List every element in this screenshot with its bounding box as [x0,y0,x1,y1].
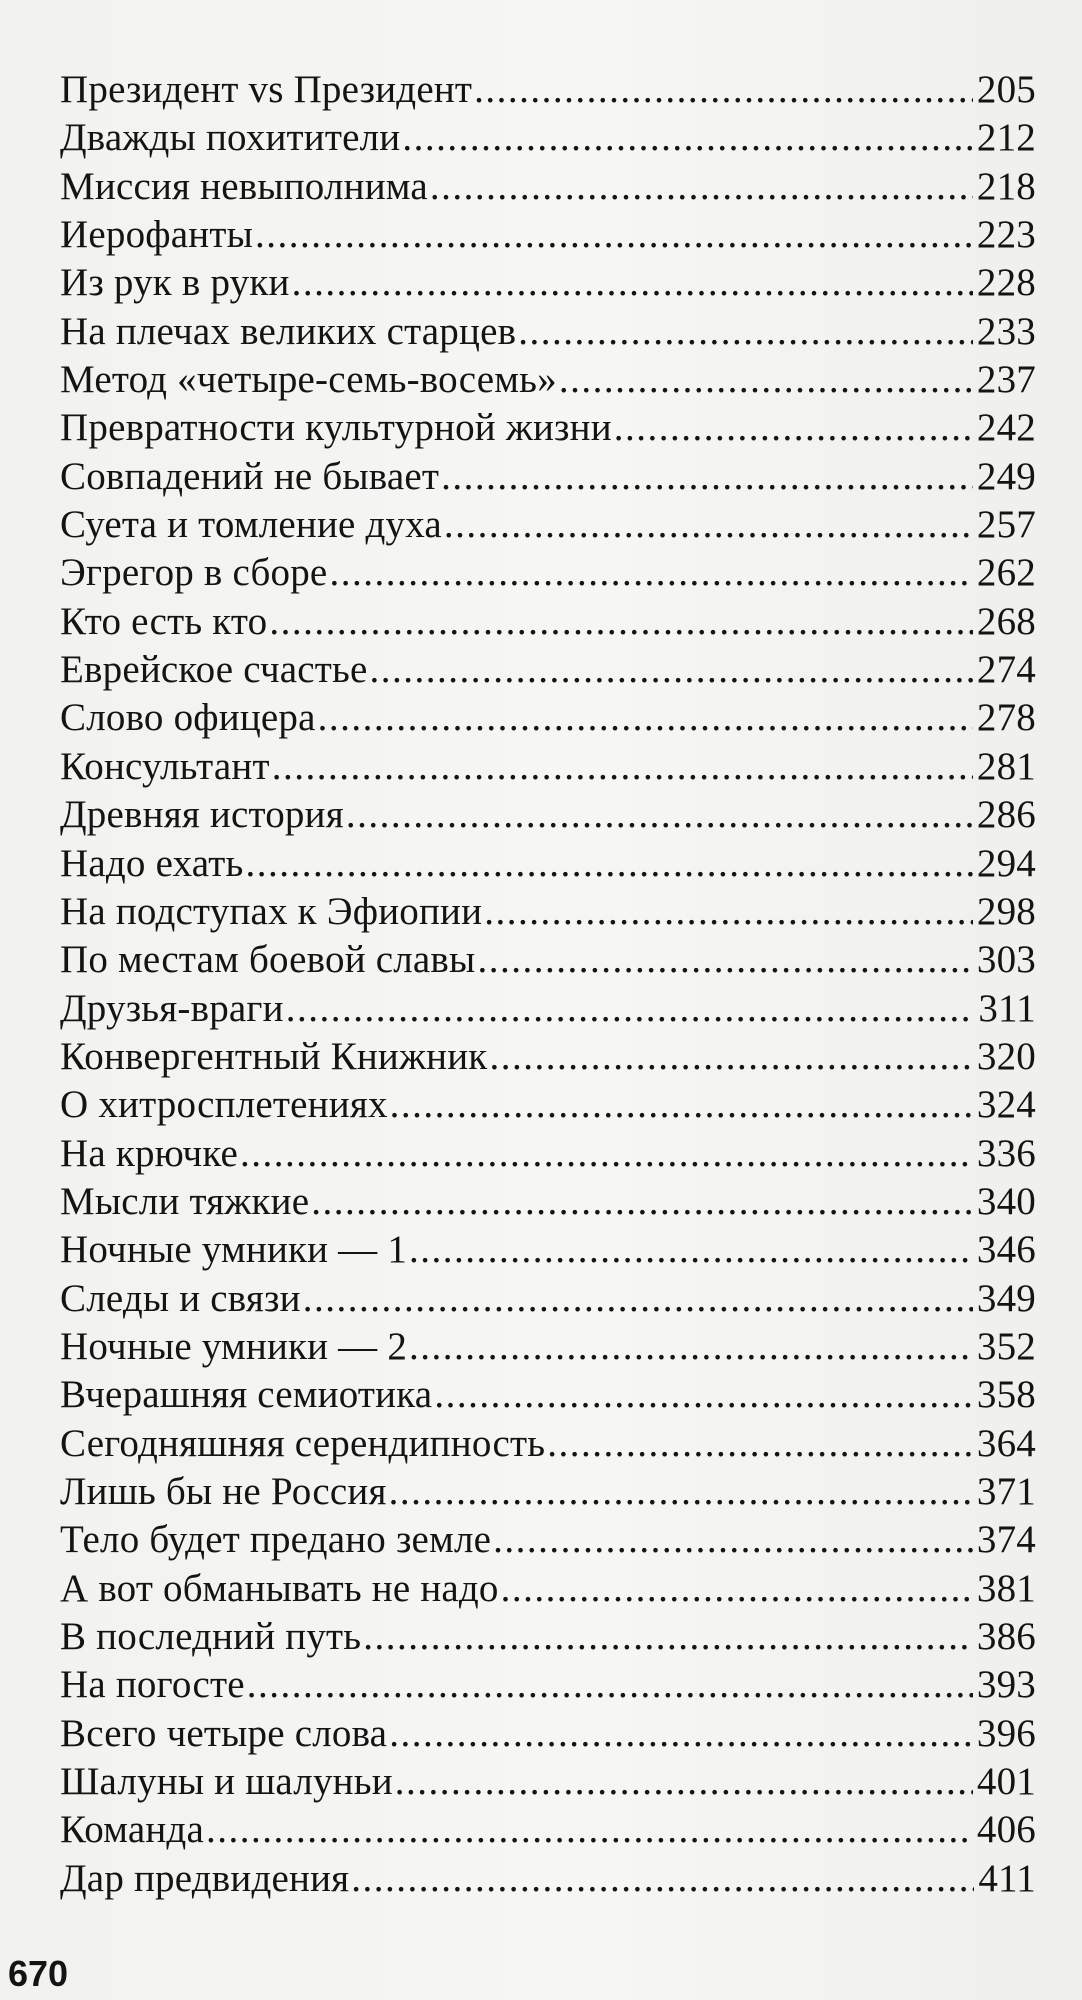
toc-entry-page: 228 [976,261,1036,305]
toc-entry-page: 237 [976,358,1036,402]
dot-leader [409,1323,973,1371]
toc-entry-title: Дважды похитители [60,116,401,160]
dot-leader [559,356,973,404]
toc-entry-title: Иерофанты [60,213,253,257]
toc-entry-page: 303 [976,938,1036,982]
toc-entry-title: Ночные умники — 1 [60,1228,408,1272]
toc-entry-page: 218 [976,164,1036,208]
toc-entry-title: Слово офицера [60,696,316,740]
dot-leader [318,694,973,742]
toc-entry-title: Надо ехать [60,841,244,885]
toc-entry-title: Конвергентный Книжник [60,1034,488,1078]
toc-entry [60,1323,1036,1371]
toc-entry-page: 278 [976,696,1036,740]
dot-leader [389,1710,973,1758]
toc-entry-title: Президент vs Президент [60,68,473,111]
toc-entry [60,549,1036,597]
toc-entry-page: 371 [976,1469,1036,1513]
toc-entry-page: 294 [976,841,1036,885]
toc-entry [60,1130,1036,1178]
toc-entry-page: 257 [976,503,1036,547]
toc-entry-title: Консультант [60,744,270,788]
toc-entry [60,66,1036,114]
toc-entry-title: Следы и связи [60,1276,301,1320]
dot-leader [206,1806,973,1854]
dot-leader [389,1468,973,1516]
toc-entry-page: 320 [976,1034,1036,1078]
toc-entry-page: 249 [976,454,1036,498]
toc-entry-title: По местам боевой славы [60,938,476,982]
dot-leader [303,1275,973,1323]
toc-entry-page: 311 [978,986,1036,1030]
toc-entry-title: Еврейское счастье [60,648,368,692]
toc-entry-page: 374 [976,1518,1036,1562]
dot-leader [444,501,973,549]
toc-entry-page: 396 [976,1711,1036,1755]
toc-entry-title: На подступах к Эфиопии [60,889,483,933]
toc-entry-title: Тело будет предано земле [60,1518,492,1562]
page-number: 670 [8,1953,69,1994]
toc-entry [60,211,1036,259]
toc-entry-title: Совпадений не бывает [60,454,440,498]
toc-entry [60,1710,1036,1758]
toc-entry [60,1275,1036,1323]
toc-entry-title: Всего четыре слова [60,1711,388,1755]
toc-entry-page: 262 [976,551,1036,595]
toc-entry-title: Друзья-враги [60,986,284,1030]
dot-leader [518,308,973,356]
toc-entry-title: А вот обманывать не надо [60,1566,499,1610]
toc-entry [60,501,1036,549]
dot-leader [292,259,973,307]
toc-entry-page: 268 [976,599,1036,643]
toc-entry-page: 336 [976,1131,1036,1175]
toc-entry-page: 401 [976,1760,1036,1804]
dot-leader [614,404,973,452]
toc-entry [60,743,1036,791]
toc-entry-page: 233 [976,309,1036,353]
toc-entry-title: На плечах великих старцев [60,309,517,353]
toc-entry-page: 386 [976,1615,1036,1658]
toc-entry-page: 205 [976,68,1036,111]
dot-leader [329,549,972,597]
toc-entry [60,1661,1036,1709]
toc-entry [60,114,1036,162]
toc-entry-title: В последний путь [60,1615,362,1658]
toc-entry [60,1468,1036,1516]
dot-leader [390,1081,973,1129]
dot-leader [402,114,973,162]
toc-entry [60,888,1036,936]
toc-entry-title: Лишь бы не Россия [60,1469,387,1513]
toc-entry [60,259,1036,307]
dot-leader [286,985,975,1033]
toc-entry-page: 349 [976,1276,1036,1320]
toc-entry-page: 274 [976,648,1036,692]
toc-entry-title: На крючке [60,1131,239,1175]
toc-entry-page: 352 [976,1324,1036,1368]
toc-entry [60,308,1036,356]
toc-entry-title: Ночные умники — 2 [60,1324,408,1368]
toc-entry [60,694,1036,742]
dot-leader [311,1178,973,1226]
toc-entry-title: На погосте [60,1663,245,1707]
toc-entry [60,1806,1036,1854]
toc-entry-page: 281 [976,744,1036,788]
dot-leader [477,936,972,984]
toc-entry-page: 393 [976,1663,1036,1707]
dot-leader [346,791,973,839]
toc-entry-title: Сегодняшняя серендипность [60,1421,546,1465]
toc-entry [60,598,1036,646]
toc-entry-page: 358 [976,1373,1036,1417]
toc-entry [60,1178,1036,1226]
toc-entry-title: Превратности культурной жизни [60,406,612,450]
dot-leader [363,1613,973,1661]
toc-entry-page: 242 [976,406,1036,450]
toc-entry [60,1081,1036,1129]
dot-leader [269,598,973,646]
dot-leader [489,1033,972,1081]
dot-leader [272,743,973,791]
toc-entry [60,1758,1036,1806]
dot-leader [395,1758,973,1806]
toc-entry [60,1855,1036,1903]
toc-entry-title: Эгрегор в сборе [60,551,328,595]
toc-entry-title: Из рук в руки [60,261,290,305]
dot-leader [240,1130,973,1178]
dot-leader [409,1226,973,1274]
toc-entry [60,453,1036,501]
dot-leader [434,1371,973,1419]
dot-leader [351,1855,974,1903]
table-of-contents [60,66,1036,1903]
toc-entry-title: Кто есть кто [60,599,268,643]
toc-entry-title: Суета и томление духа [60,503,442,547]
toc-entry [60,791,1036,839]
toc-entry-page: 346 [976,1228,1036,1272]
toc-entry-page: 223 [976,213,1036,257]
toc-entry [60,840,1036,888]
toc-entry [60,936,1036,984]
dot-leader [247,1661,973,1709]
toc-entry [60,1226,1036,1274]
toc-entry-page: 381 [976,1566,1036,1610]
toc-entry-page: 286 [976,793,1036,837]
toc-entry-page: 298 [976,889,1036,933]
toc-entry-title: Миссия невыполнима [60,164,428,208]
toc-entry [60,985,1036,1033]
toc-entry [60,646,1036,694]
dot-leader [493,1516,973,1564]
toc-entry-title: О хитросплетениях [60,1083,388,1127]
dot-leader [441,453,973,501]
dot-leader [501,1565,973,1613]
toc-entry [60,1565,1036,1613]
toc-entry-page: 411 [978,1856,1036,1900]
dot-leader [474,66,973,114]
toc-entry [60,1371,1036,1419]
toc-entry-page: 212 [976,116,1036,160]
dot-leader [484,888,973,936]
toc-entry-title: Дар предвидения [60,1856,350,1900]
toc-entry-page: 324 [976,1083,1036,1127]
toc-entry-page: 364 [976,1421,1036,1465]
toc-entry-title: Команда [60,1808,204,1852]
dot-leader [547,1420,973,1468]
toc-entry [60,1033,1036,1081]
toc-entry-title: Мысли тяжкие [60,1179,310,1223]
toc-entry [60,1516,1036,1564]
toc-entry-title: Метод «четыре-семь-восемь» [60,358,557,402]
toc-entry [60,1613,1036,1661]
toc-entry-title: Шалуны и шалуньи [60,1760,393,1804]
dot-leader [255,211,973,259]
toc-entry-page: 406 [976,1808,1036,1852]
toc-entry-title: Вчерашняя семиотика [60,1373,433,1417]
dot-leader [245,840,972,888]
dot-leader [430,163,973,211]
toc-entry [60,404,1036,452]
toc-entry-page: 340 [976,1179,1036,1223]
dot-leader [370,646,973,694]
toc-entry [60,163,1036,211]
toc-entry [60,1420,1036,1468]
toc-entry [60,356,1036,404]
toc-entry-title: Древняя история [60,793,344,837]
